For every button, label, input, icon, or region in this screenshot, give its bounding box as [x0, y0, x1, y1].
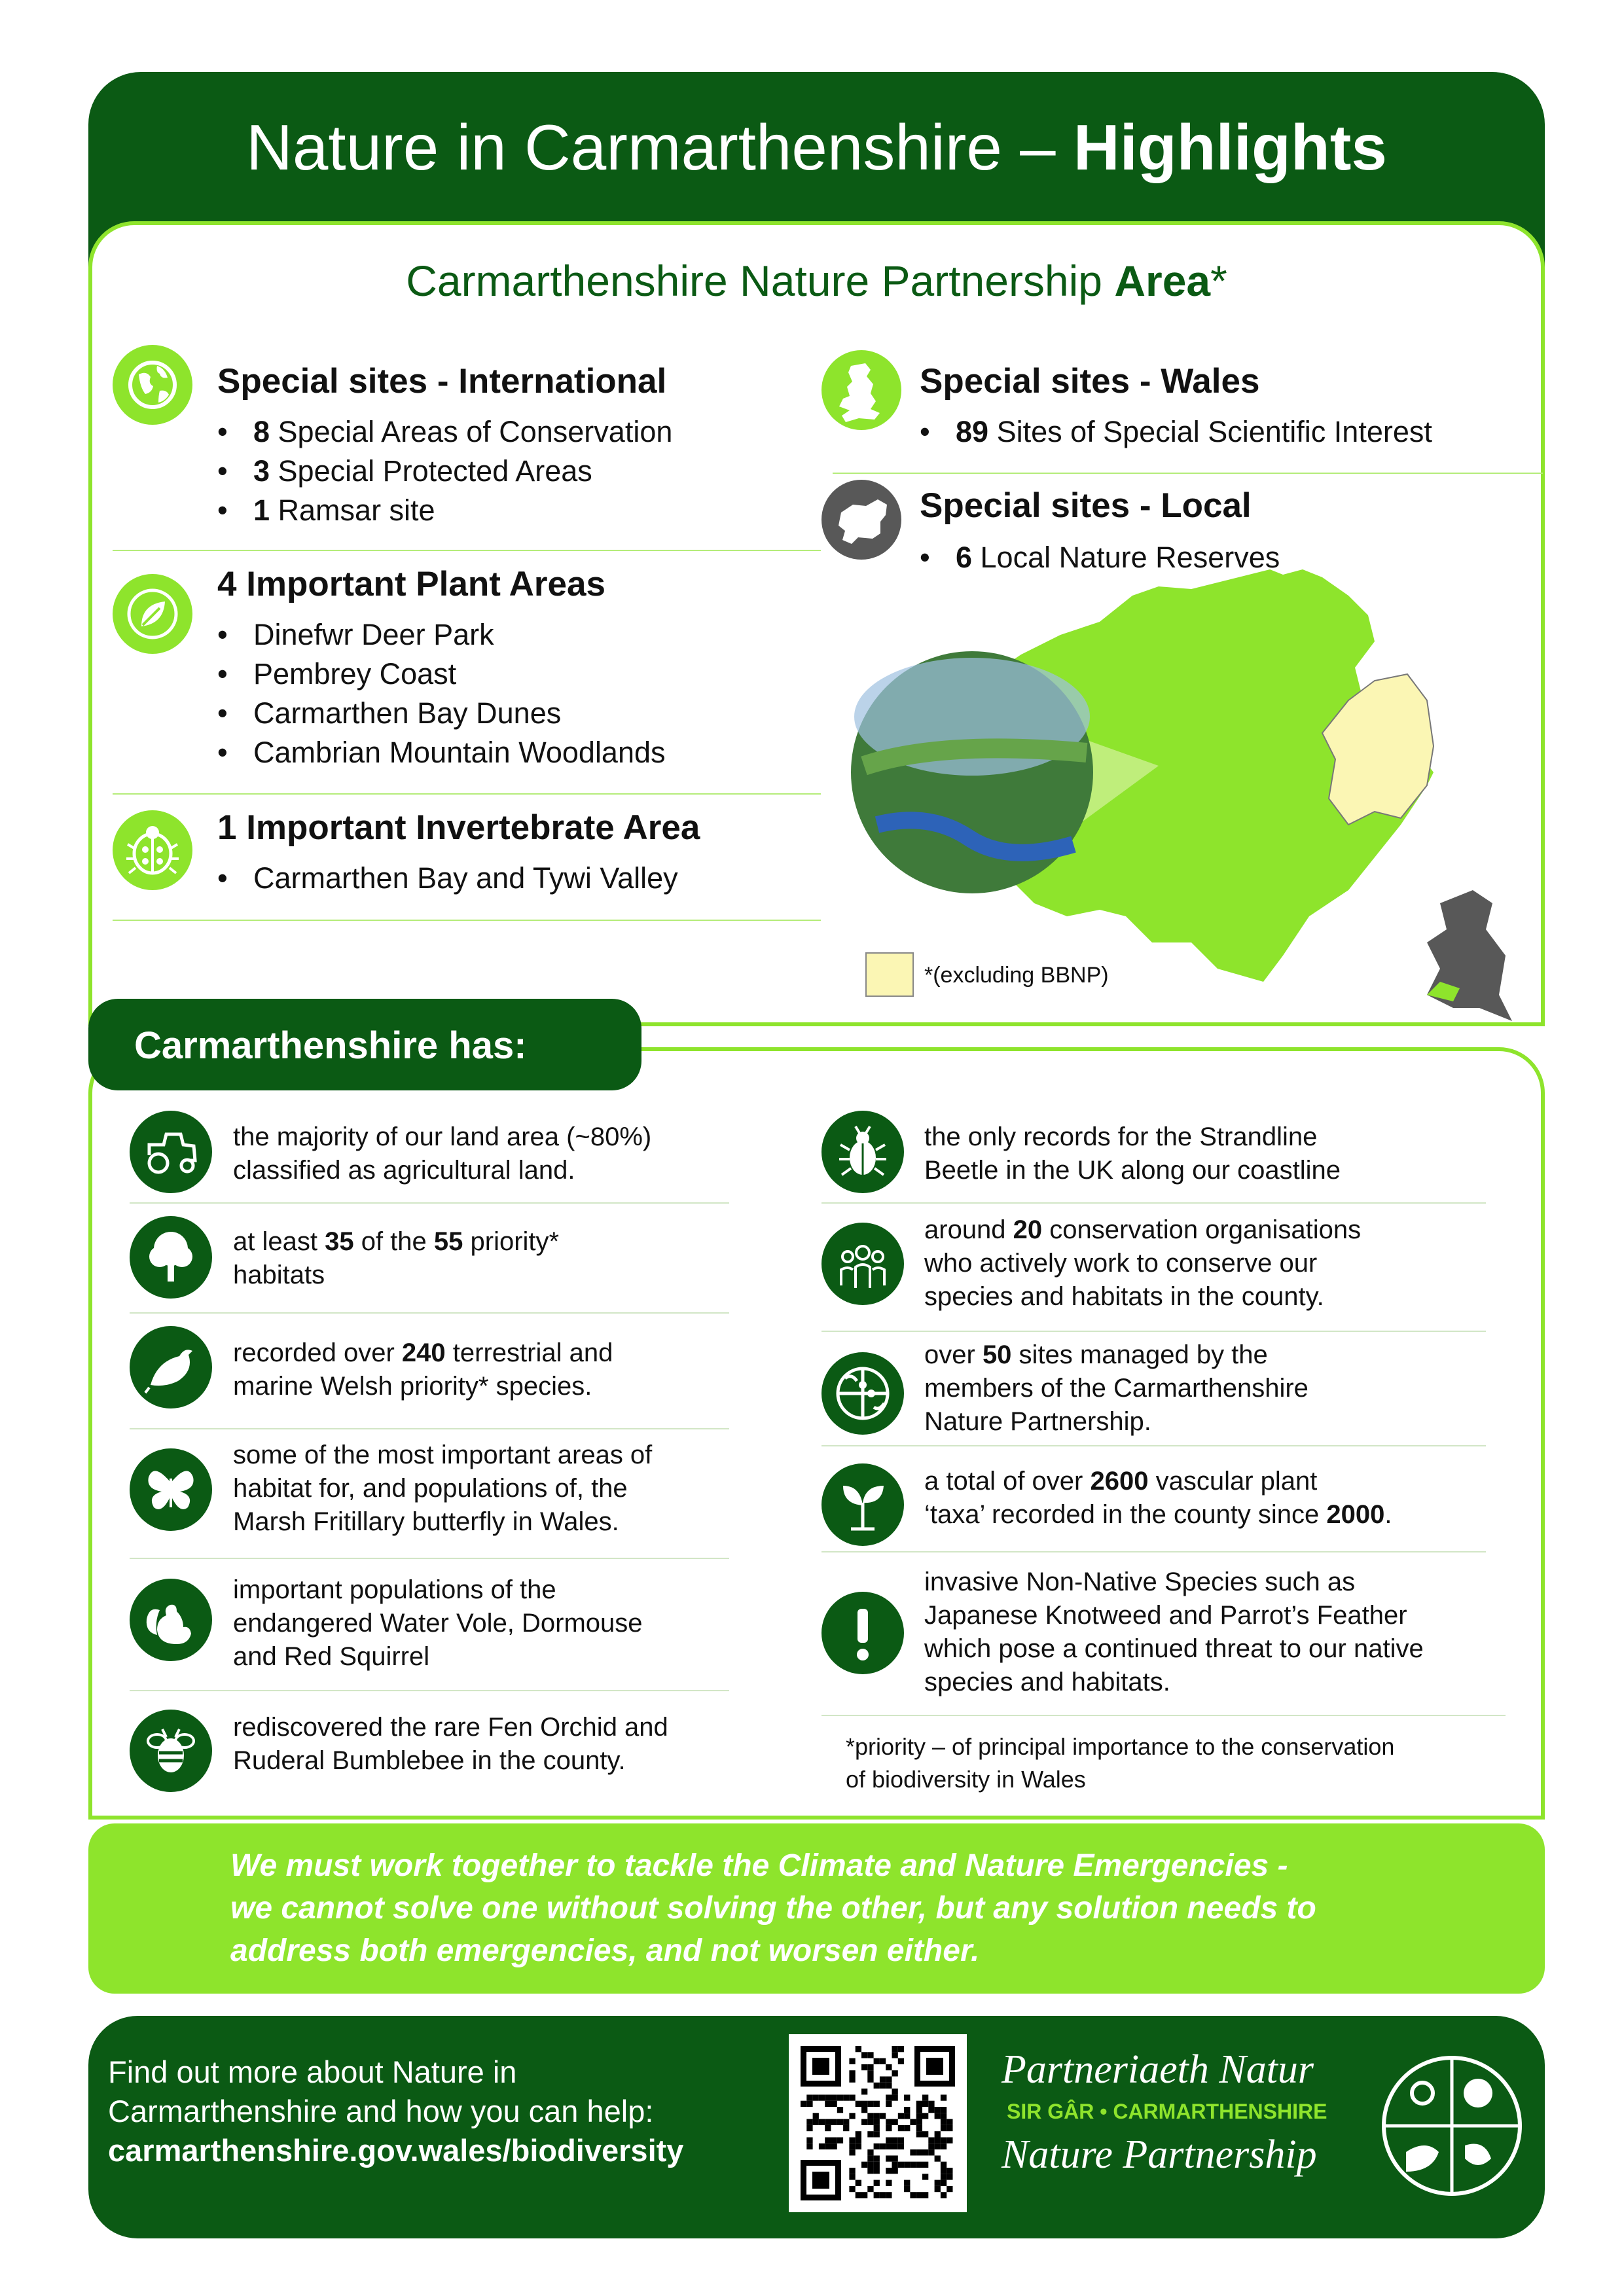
section-heading: Special sites - Local [920, 486, 1252, 525]
fact-text: the majority of our land area (~80%) classified as agricultural land. [233, 1122, 652, 1185]
qr-module [843, 2125, 849, 2131]
list-item: • Carmarthen Bay Dunes [217, 694, 666, 733]
qr-module [867, 2168, 873, 2174]
divider [130, 1202, 729, 1204]
qr-module [916, 2113, 922, 2119]
qr-module [813, 2119, 819, 2125]
qr-module [856, 2180, 861, 2186]
qr-module [861, 2064, 867, 2070]
qr-module [867, 2077, 873, 2083]
qr-module [935, 2138, 941, 2144]
qr-module [898, 2113, 904, 2119]
globe-icon [113, 345, 192, 425]
qr-module [843, 2094, 849, 2100]
qr-module [892, 2089, 898, 2094]
qr-module [849, 2070, 855, 2076]
fact-text: around 20 conservation organisations who actively work to conserve our species and habitats in the county. [924, 1215, 1362, 1311]
qr-module [837, 2138, 843, 2144]
qr-module [928, 2138, 934, 2144]
qr-module [941, 2144, 947, 2149]
bee-icon [130, 1710, 212, 1792]
qr-module [837, 2119, 843, 2125]
divider [833, 473, 1543, 474]
qr-module [874, 2113, 880, 2119]
qr-module [861, 2052, 867, 2058]
qr-module [856, 2046, 861, 2052]
qr-module [928, 2107, 934, 2113]
qr-module [867, 2052, 873, 2058]
list-item: • 1 Ramsar site [217, 491, 672, 530]
butterfly-icon [130, 1448, 212, 1531]
qr-module [874, 2119, 880, 2125]
qr-module [837, 2107, 843, 2113]
qr-module [928, 2144, 934, 2149]
qr-module [892, 2144, 898, 2149]
qr-module [886, 2155, 892, 2161]
has-title: Carmarthenshire has: [134, 1024, 527, 1067]
qr-module [916, 2162, 922, 2168]
qr-module [941, 2113, 947, 2119]
leaf-icon [113, 574, 192, 654]
qr-module [849, 2149, 855, 2155]
footnote: *priority – of principal importance to the conservation of biodiversity in Wales [846, 1733, 1395, 1793]
qr-module [825, 2125, 831, 2131]
fact-text: rediscovered the rare Fen Orchid and Ruderal Bumblebee in the county. [233, 1713, 668, 1775]
legend-swatch [865, 952, 914, 997]
footer-text-line2: Carmarthenshire and how you can help: [108, 2094, 654, 2128]
tractor-icon [130, 1111, 212, 1193]
qr-module [861, 2119, 867, 2125]
divider [130, 1558, 729, 1559]
qr-module [806, 2119, 812, 2125]
qr-module [941, 2180, 947, 2186]
legend-label: *(excluding BBNP) [924, 963, 1109, 988]
qr-module [819, 2144, 825, 2149]
qr-module [892, 2155, 898, 2161]
bullet-list [217, 412, 672, 530]
plant-icon [821, 1463, 904, 1546]
qr-module [935, 2155, 941, 2161]
divider [130, 1428, 729, 1429]
qr-module [880, 2144, 886, 2149]
fact-text: some of the most important areas of habitat for, and populations of, the Marsh Fritillary butterfly in Wales. [233, 1441, 653, 1536]
qr-module [819, 2119, 825, 2125]
qr-module [874, 2144, 880, 2149]
qr-module [856, 2144, 861, 2149]
list-item: • Pembrey Coast [217, 655, 666, 694]
qr-module [825, 2101, 831, 2107]
qr-module [892, 2138, 898, 2144]
qr-module [922, 2113, 928, 2119]
area-title: Carmarthenshire Nature Partnership Area* [406, 257, 1227, 305]
qr-module [928, 2149, 934, 2155]
qr-module [861, 2192, 867, 2198]
squirrel-icon [130, 1579, 212, 1661]
qr-module [904, 2107, 910, 2113]
divider [130, 1312, 729, 1314]
qr-module [941, 2138, 947, 2144]
bullet-list [217, 615, 666, 772]
qr-module [922, 2174, 928, 2179]
qr-module [867, 2119, 873, 2125]
wales-map-icon [821, 350, 901, 430]
qr-module [861, 2101, 867, 2107]
qr-module [916, 2119, 922, 2125]
qr-module [935, 2144, 941, 2149]
qr-module [825, 2144, 831, 2149]
qr-module [886, 2064, 892, 2070]
tree-icon [130, 1216, 212, 1299]
qr-module [856, 2131, 861, 2137]
qr-module [892, 2070, 898, 2076]
qr-module [861, 2089, 867, 2094]
qr-module [874, 2162, 880, 2168]
beetle-icon [821, 1111, 904, 1193]
qr-module [947, 2138, 952, 2144]
qr-module [856, 2192, 861, 2198]
qr-module [874, 2180, 880, 2186]
qr-module [806, 2094, 812, 2100]
divider [130, 1690, 729, 1691]
qr-module [916, 2107, 922, 2113]
qr-module [904, 2125, 910, 2131]
qr-module [941, 2162, 947, 2168]
qr-module [904, 2162, 910, 2168]
qr-module [886, 2077, 892, 2083]
list-item: • Dinefwr Deer Park [217, 615, 666, 655]
qr-module [898, 2125, 904, 2131]
qr-module [867, 2162, 873, 2168]
qr-module [941, 2192, 947, 2198]
qr-module [831, 2144, 837, 2149]
section-heading: 4 Important Plant Areas [217, 565, 605, 603]
list-item: • 89 Sites of Special Scientific Interest [920, 412, 1432, 452]
qr-module [831, 2138, 837, 2144]
qr-module [874, 2083, 880, 2089]
qr-module [867, 2070, 873, 2076]
qr-module [922, 2101, 928, 2107]
county-map-icon [821, 480, 901, 560]
qr-module [947, 2125, 952, 2131]
qr-module [916, 2149, 922, 2155]
qr-module [904, 2180, 910, 2186]
org-county: SIR GÂR • CARMARTHENSHIRE [1007, 2100, 1327, 2123]
qr-module [904, 2186, 910, 2192]
qr-module [886, 2125, 892, 2131]
qr-module [922, 2162, 928, 2168]
qr-module [916, 2192, 922, 2198]
bullet-list [217, 859, 678, 898]
qr-module [935, 2131, 941, 2137]
partnership-logo-icon [1380, 2047, 1524, 2204]
qr-module [910, 2162, 916, 2168]
fact-text: important populations of the endangered Water Vole, Dormouse and Red Squirrel [233, 1575, 643, 1671]
banner-text: We must work together to tackle the Climate and Nature Emergencies - we cannot solve one without solving the other, but any solution needs to address both emergencies, and not worsen either. [230, 1848, 1316, 1968]
qr-module [947, 2168, 952, 2174]
qr-module [867, 2149, 873, 2155]
qr-module [886, 2119, 892, 2125]
qr-module [849, 2113, 855, 2119]
divider [821, 1715, 1506, 1716]
qr-module [825, 2119, 831, 2125]
qr-module [922, 2149, 928, 2155]
qr-module [892, 2046, 898, 2052]
fact-text: invasive Non-Native Species such as Japanese Knotweed and Parrot’s Feather which pose a continued threat to our native species and habitats. [924, 1568, 1424, 1696]
qr-module [843, 2119, 849, 2125]
qr-module [806, 2144, 812, 2149]
list-item: • Carmarthen Bay and Tywi Valley [217, 859, 678, 898]
qr-module [849, 2168, 855, 2174]
qr-module [880, 2192, 886, 2198]
qr-module [867, 2064, 873, 2070]
qr-module [941, 2174, 947, 2179]
divider [113, 550, 821, 551]
county-map [851, 550, 1545, 1021]
qr-module [880, 2113, 886, 2119]
qr-module [867, 2101, 873, 2107]
qr-module [904, 2094, 910, 2100]
qr-module [916, 2101, 922, 2107]
qr-module [856, 2138, 861, 2144]
qr-module [874, 2125, 880, 2131]
qr-module [825, 2094, 831, 2100]
qr-module [825, 2138, 831, 2144]
qr-module [941, 2107, 947, 2113]
org-name-english: Nature Partnership [1001, 2132, 1317, 2177]
people-icon [821, 1223, 904, 1305]
qr-module [880, 2077, 886, 2083]
qr-module [910, 2119, 916, 2125]
qr-module [813, 2094, 819, 2100]
qr-module [935, 2180, 941, 2186]
qr-module [892, 2052, 898, 2058]
divider [821, 1202, 1486, 1204]
puzzle-icon [821, 1352, 904, 1435]
qr-module [886, 2144, 892, 2149]
qr-module [910, 2149, 916, 2155]
bird-icon [130, 1326, 212, 1408]
qr-module [849, 2058, 855, 2064]
fact-text: the only records for the Strandline Beetle in the UK along our coastline [924, 1122, 1341, 1185]
qr-module [892, 2168, 898, 2174]
qr-module [916, 2131, 922, 2137]
qr-module [849, 2077, 855, 2083]
qr-module [892, 2119, 898, 2125]
qr-module [941, 2119, 947, 2125]
qr-module [892, 2162, 898, 2168]
divider [821, 1445, 1486, 1446]
qr-module [874, 2101, 880, 2107]
qr-module [886, 2101, 892, 2107]
list-item: • 8 Special Areas of Conservation [217, 412, 672, 452]
qr-module [880, 2058, 886, 2064]
qr-module [898, 2162, 904, 2168]
fact-text: a total of over 2600 vascular plant ‘taxa’ recorded in the county since 2000. [924, 1467, 1392, 1529]
qr-module [886, 2192, 892, 2198]
qr-module [935, 2113, 941, 2119]
qr-module [849, 2186, 855, 2192]
qr-module [837, 2094, 843, 2100]
qr-module [813, 2113, 819, 2119]
qr-module [874, 2131, 880, 2137]
qr-module [874, 2168, 880, 2174]
qr-module [867, 2155, 873, 2161]
divider [113, 793, 821, 795]
qr-module [941, 2125, 947, 2131]
qr-module [922, 2131, 928, 2137]
wales-inset-map [1427, 890, 1512, 1021]
qr-module [886, 2138, 892, 2144]
qr-module [806, 2125, 812, 2131]
qr-module [941, 2168, 947, 2174]
qr-module [867, 2186, 873, 2192]
qr-module [898, 2138, 904, 2144]
qr-module [849, 2138, 855, 2144]
qr-module [892, 2094, 898, 2100]
qr-module [819, 2094, 825, 2100]
qr-module [941, 2094, 947, 2100]
qr-module [806, 2138, 812, 2144]
qr-module [874, 2155, 880, 2161]
list-item: • Cambrian Mountain Woodlands [217, 733, 666, 772]
fact-text: at least 35 of the 55 priority* habitats [233, 1227, 560, 1289]
qr-module [874, 2058, 880, 2064]
qr-module [861, 2107, 867, 2113]
qr-module [922, 2094, 928, 2100]
divider [821, 1331, 1486, 1332]
qr-module [898, 2144, 904, 2149]
qr-module [928, 2101, 934, 2107]
qr-module [935, 2186, 941, 2192]
qr-module [856, 2101, 861, 2107]
qr-module [935, 2107, 941, 2113]
qr-module [947, 2186, 952, 2192]
qr-module [910, 2192, 916, 2198]
qr-module [849, 2144, 855, 2149]
qr-module [922, 2192, 928, 2198]
qr-code[interactable] [789, 2034, 967, 2212]
ladybird-icon [113, 810, 192, 890]
qr-module [886, 2094, 892, 2100]
warning-icon [821, 1592, 904, 1674]
list-item: • 3 Special Protected Areas [217, 452, 672, 491]
fact-text: over 50 sites managed by the members of the Carmarthenshire Nature Partnership. [924, 1340, 1308, 1436]
qr-module [898, 2058, 904, 2064]
qr-module [849, 2174, 855, 2179]
org-name-welsh: Partneriaeth Natur [1001, 2047, 1314, 2092]
qr-module [880, 2083, 886, 2089]
bullet-list [920, 412, 1432, 452]
qr-module [886, 2168, 892, 2174]
section-heading: Special sites - Wales [920, 362, 1260, 401]
qr-module [867, 2131, 873, 2137]
list-item: • 6 Local Nature Reserves [920, 538, 1280, 577]
qr-module [806, 2101, 812, 2107]
qr-module [874, 2192, 880, 2198]
footer-text-line1: Find out more about Nature in [108, 2054, 517, 2089]
qr-module [831, 2101, 837, 2107]
fact-text: recorded over 240 terrestrial and marine Welsh priority* species. [233, 1338, 613, 1401]
qr-module [886, 2180, 892, 2186]
qr-module [916, 2125, 922, 2131]
qr-module [831, 2094, 837, 2100]
divider [113, 920, 821, 921]
qr-module [947, 2119, 952, 2125]
section-heading: Special sites - International [217, 362, 667, 401]
divider [821, 1551, 1486, 1552]
page-title: Nature in Carmarthenshire – Highlights [246, 111, 1387, 183]
qr-module [867, 2113, 873, 2119]
footer-link[interactable]: carmarthenshire.gov.wales/biodiversity [108, 2133, 684, 2168]
qr-module [831, 2119, 837, 2125]
qr-module [886, 2083, 892, 2089]
section-heading: 1 Important Invertebrate Area [217, 808, 700, 847]
qr-module [947, 2174, 952, 2179]
qr-module [904, 2113, 910, 2119]
qr-module [898, 2046, 904, 2052]
qr-module [861, 2162, 867, 2168]
qr-module [801, 2101, 806, 2107]
qr-module [849, 2094, 855, 2100]
